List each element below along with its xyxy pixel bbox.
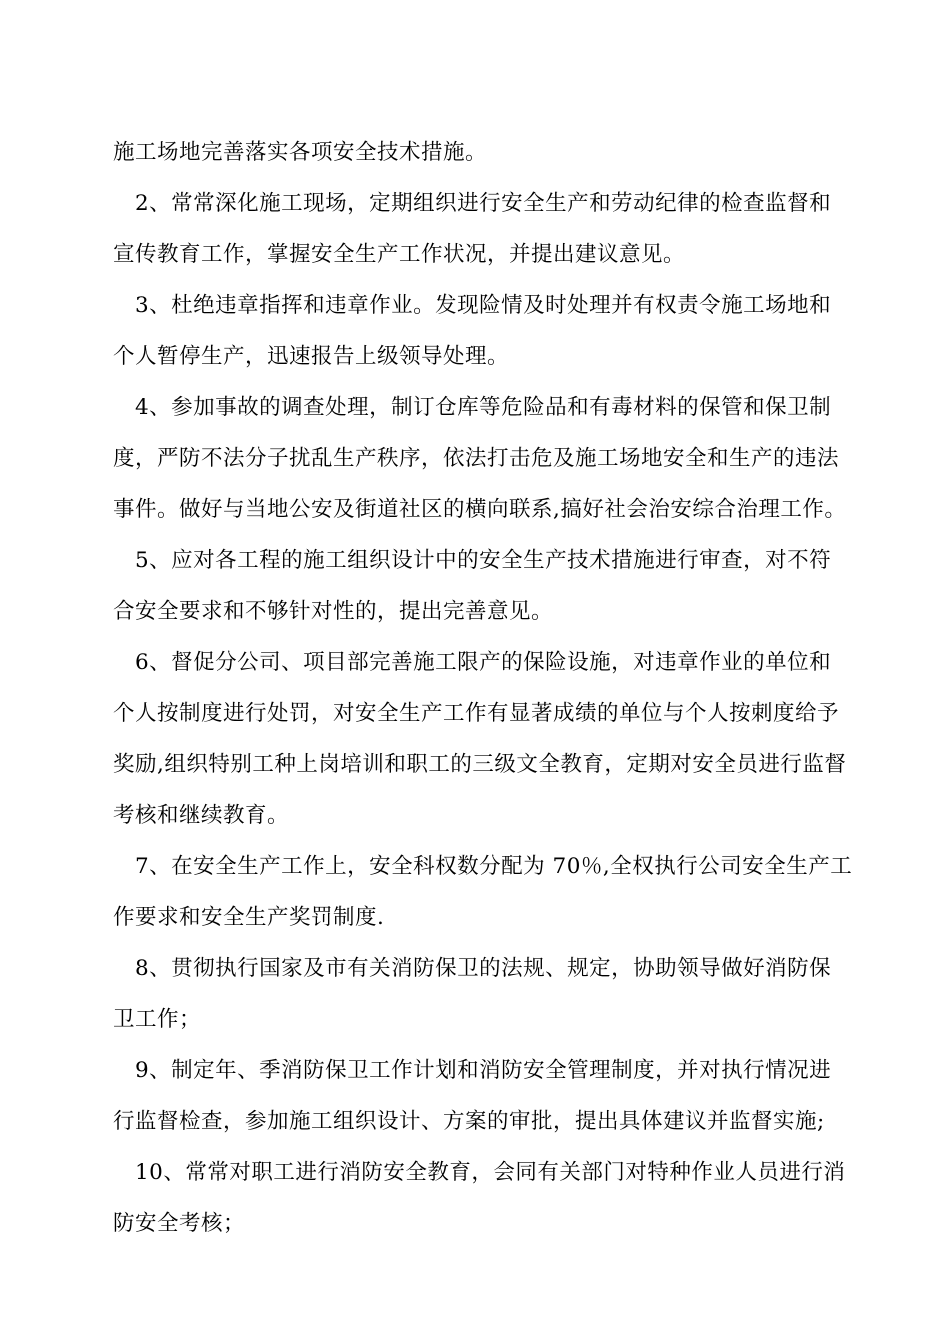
text-line-7: 度，严防不法分子扰乱生产秩序，依法打击危及施工场地安全和生产的违法	[113, 446, 840, 471]
text-line-16: 作要求和安全生产奖罚制度.	[113, 905, 385, 930]
text-line-1: 施工场地完善落实各项安全技术措施。	[113, 140, 488, 165]
text-line-12: 个人按制度进行处罚，对安全生产工作有显著成绩的单位与个人按刺度给予	[113, 701, 840, 726]
text-line-22: 防安全考核；	[113, 1211, 246, 1236]
text-line-8: 事件。做好与当地公安及街道社区的横向联系,搞好社会治安综合治理工作。	[113, 497, 847, 522]
text-line-18: 卫工作；	[113, 1007, 202, 1032]
text-line-13: 奖励,组织特别工种上岗培训和职工的三级文全教育，定期对安全员进行监督	[113, 752, 847, 777]
document-body	[113, 127, 863, 1249]
text-line-2: 2、常常深化施工现场，定期组织进行安全生产和劳动纪律的检查监督和	[135, 191, 832, 216]
text-line-14: 考核和继续教育。	[113, 803, 290, 828]
text-line-21: 10、常常对职工进行消防安全教育，会同有关部门对特种作业人员进行消	[135, 1160, 846, 1185]
text-line-3: 宣传教育工作，掌握安全生产工作状况，并提出建议意见。	[113, 242, 686, 267]
text-line-9: 5、应对各工程的施工组织设计中的安全生产技术措施进行审查，对不符	[135, 548, 832, 573]
text-line-11: 6、督促分公司、项目部完善施工限产的保险设施，对违章作业的单位和	[135, 650, 832, 675]
text-line-20: 行监督检查，参加施工组织设计、方案的审批，提出具体建议并监督实施;	[113, 1109, 825, 1134]
text-line-15: 7、在安全生产工作上，安全科权数分配为 70％,全权执行公司安全生产工	[135, 854, 853, 879]
text-line-10: 合安全要求和不够针对性的，提出完善意见。	[113, 599, 554, 624]
text-line-4: 3、杜绝违章指挥和违章作业。发现险情及时处理并有权责令施工场地和	[135, 293, 832, 318]
text-line-5: 个人暂停生产，迅速报告上级领导处理。	[113, 344, 510, 369]
text-line-6: 4、参加事故的调查处理，制订仓库等危险品和有毒材料的保管和保卫制	[135, 395, 832, 420]
text-line-19: 9、制定年、季消防保卫工作计划和消防安全管理制度，并对执行情况进	[135, 1058, 832, 1083]
text-line-17: 8、贯彻执行国家及市有关消防保卫的法规、规定，协助领导做好消防保	[135, 956, 832, 981]
